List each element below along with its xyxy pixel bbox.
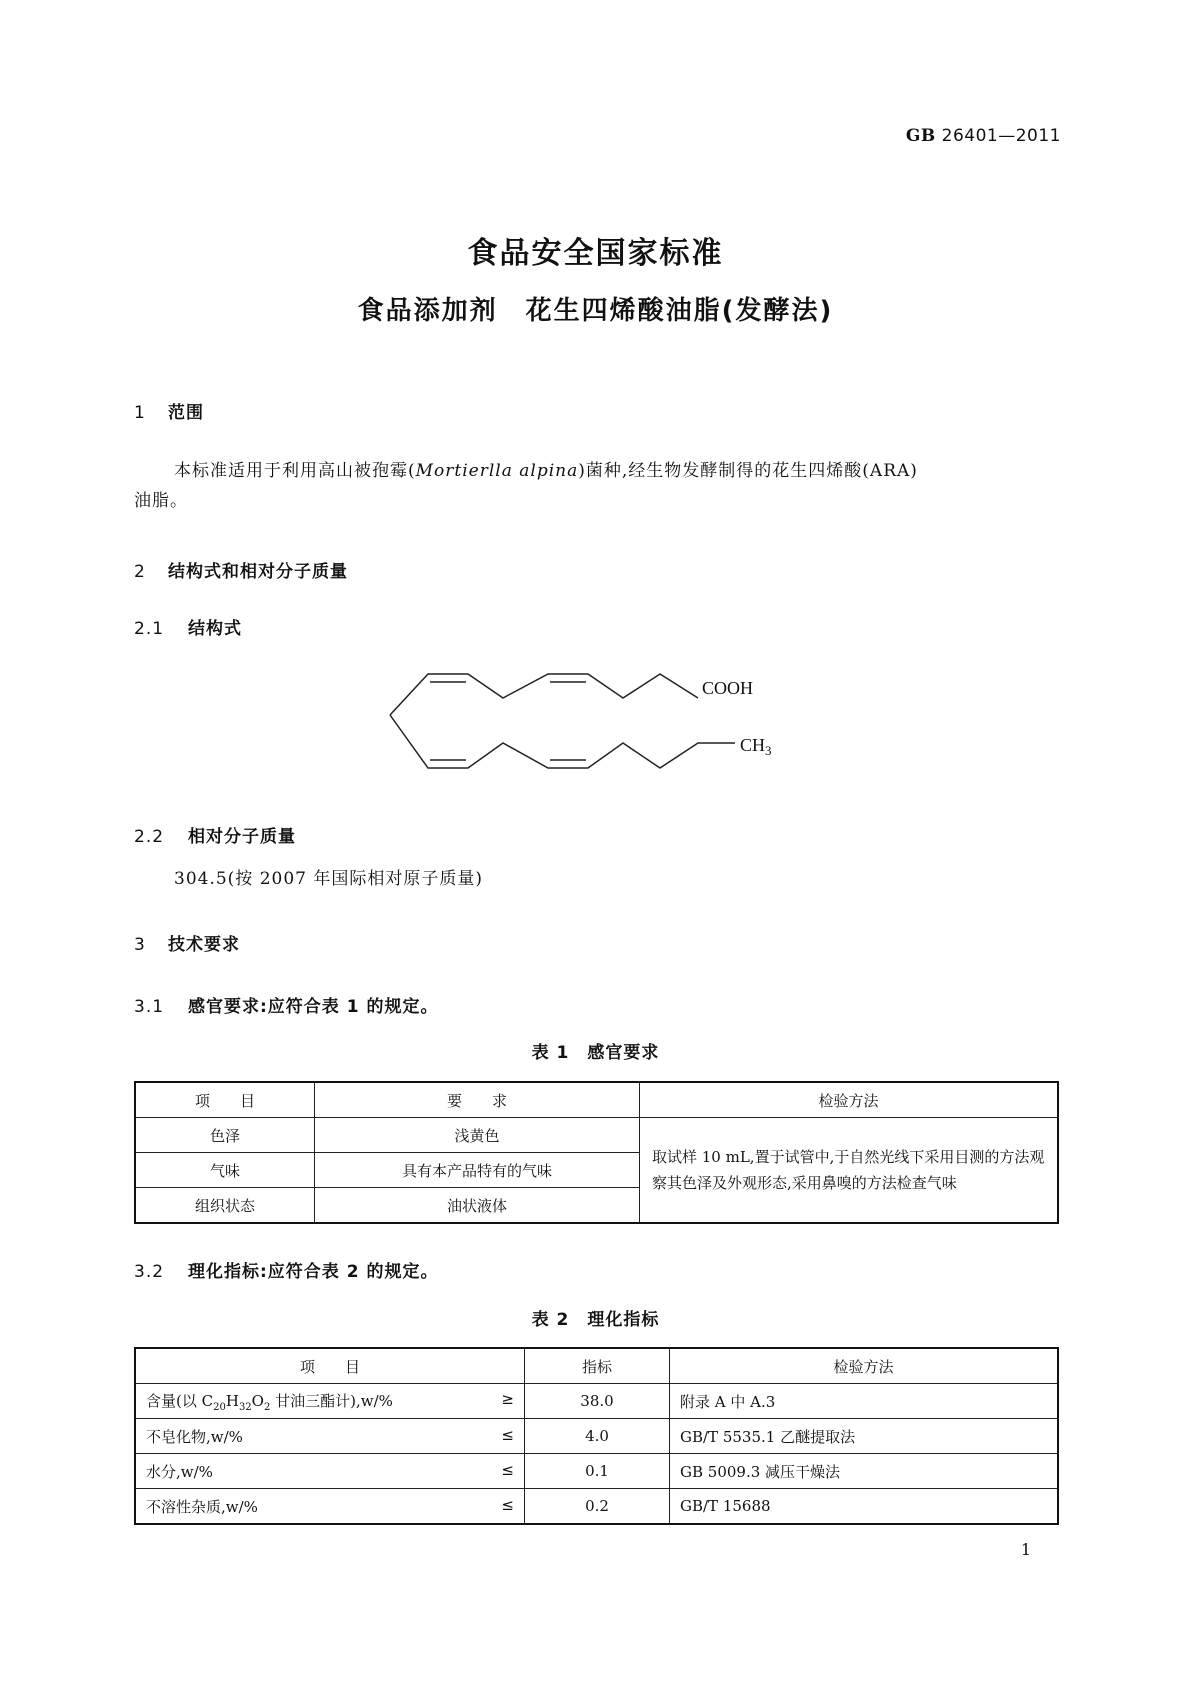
section-heading-2-1 [134, 614, 242, 639]
section-heading-3-1 [134, 992, 438, 1017]
table-row [135, 1454, 1058, 1489]
section-title: 结构式 [188, 619, 242, 639]
section-1-line-2: 油脂。 [134, 491, 188, 511]
column-header: 检验方法 [670, 1348, 1059, 1384]
section-heading-2 [134, 557, 348, 582]
inequality-sign: ≤ [501, 1495, 514, 1514]
table-cell: 油状液体 [315, 1188, 640, 1224]
table-cell-method: GB/T 5535.1 乙醚提取法 [670, 1419, 1059, 1454]
table-1-caption: 表 1 感官要求 [531, 1043, 660, 1063]
sensory-requirements-table [134, 1081, 1059, 1224]
standard-number [906, 126, 1061, 146]
table-header-row [135, 1348, 1058, 1384]
methyl-group-label [740, 735, 772, 758]
table-cell: 色泽 [135, 1118, 315, 1153]
physicochemical-indicators-table [134, 1347, 1059, 1525]
carbon-skeleton [390, 674, 735, 768]
table-cell: 具有本产品特有的气味 [315, 1153, 640, 1188]
table-cell-item [135, 1454, 525, 1489]
table-header-row [135, 1082, 1058, 1118]
table-cell-value: 0.1 [525, 1454, 670, 1489]
inequality-sign: ≥ [501, 1389, 514, 1408]
table-row [135, 1118, 1058, 1153]
table-cell-item [135, 1419, 525, 1454]
subscript: 2 [263, 1401, 271, 1413]
section-number: 2.2 [134, 827, 165, 847]
section-title: 相对分子质量 [188, 827, 296, 847]
section-number: 3 [134, 935, 146, 955]
column-header: 项 目 [135, 1082, 315, 1118]
item-text: 水分,w/% [146, 1462, 213, 1481]
body-text: 本标准适用于利用高山被孢霉( [174, 461, 416, 481]
section-title: 技术要求 [168, 935, 240, 955]
standard-number-value: 26401—2011 [941, 126, 1061, 146]
page-number: 1 [1020, 1540, 1031, 1559]
methyl-main: CH [740, 735, 766, 755]
column-header: 项 目 [135, 1348, 525, 1384]
column-header: 要 求 [315, 1082, 640, 1118]
table-cell-method: GB 5009.3 减压干燥法 [670, 1454, 1059, 1489]
item-text: 不皂化物,w/% [146, 1427, 243, 1446]
table-2-caption: 表 2 理化指标 [531, 1310, 660, 1330]
section-title: 感官要求:应符合表 1 的规定。 [188, 997, 439, 1017]
section-number: 3.1 [134, 997, 165, 1017]
standard-prefix: GB [905, 126, 936, 146]
section-1-line-1 [134, 456, 1059, 486]
molecular-mass-value: 304.5(按 2007 年国际相对原子质量) [174, 869, 484, 889]
section-title: 范围 [168, 403, 204, 423]
column-header: 检验方法 [640, 1082, 1059, 1118]
item-text: 甘油三酯计),w/% [270, 1391, 393, 1410]
test-method-cell: 取试样 10 mL,置于试管中,于自然光线下采用目测的方法观察其色泽及外观形态,采用鼻嗅的方法检查气味 [640, 1118, 1059, 1224]
table-cell-method: GB/T 15688 [670, 1489, 1059, 1525]
item-text: H [225, 1391, 239, 1410]
item-text: 不溶性杂质,w/% [146, 1497, 258, 1516]
subscript: 32 [238, 1401, 252, 1413]
section-heading-3-2 [134, 1257, 438, 1282]
table-cell-value: 4.0 [525, 1419, 670, 1454]
section-number: 1 [134, 403, 146, 423]
subscript: 20 [213, 1401, 226, 1413]
column-header: 指标 [525, 1348, 670, 1384]
table-cell-value: 0.2 [525, 1489, 670, 1525]
table-row [135, 1384, 1058, 1419]
table-cell-item [135, 1489, 525, 1525]
section-1-body [134, 456, 1059, 516]
table-cell-value: 38.0 [525, 1384, 670, 1419]
section-title: 理化指标:应符合表 2 的规定。 [188, 1262, 439, 1282]
body-text: )菌种,经生物发酵制得的花生四烯酸(ARA) [578, 461, 918, 481]
item-text: O [251, 1391, 264, 1410]
document-subtitle: 食品添加剂 花生四烯酸油脂(发酵法) [357, 296, 834, 326]
inequality-sign: ≤ [501, 1460, 514, 1479]
section-heading-2-2 [134, 822, 296, 847]
species-name: Mortierlla alpina [415, 461, 579, 481]
document-title: 食品安全国家标准 [467, 236, 724, 271]
table-cell: 组织状态 [135, 1188, 315, 1224]
table-cell: 浅黄色 [315, 1118, 640, 1153]
structural-formula [390, 670, 770, 780]
table-cell: 气味 [135, 1153, 315, 1188]
section-number: 3.2 [134, 1262, 165, 1282]
section-title: 结构式和相对分子质量 [168, 562, 348, 582]
carboxyl-group-label: COOH [702, 678, 754, 698]
inequality-sign: ≤ [501, 1425, 514, 1444]
table-cell-method: 附录 A 中 A.3 [670, 1384, 1059, 1419]
item-text: 含量(以 C [146, 1391, 214, 1410]
section-number: 2.1 [134, 619, 165, 639]
section-number: 2 [134, 562, 146, 582]
table-cell-item [135, 1384, 525, 1419]
section-heading-3 [134, 930, 240, 955]
table-row [135, 1489, 1058, 1525]
methyl-subscript: 3 [765, 743, 772, 758]
table-row [135, 1419, 1058, 1454]
section-heading-1 [134, 398, 204, 423]
